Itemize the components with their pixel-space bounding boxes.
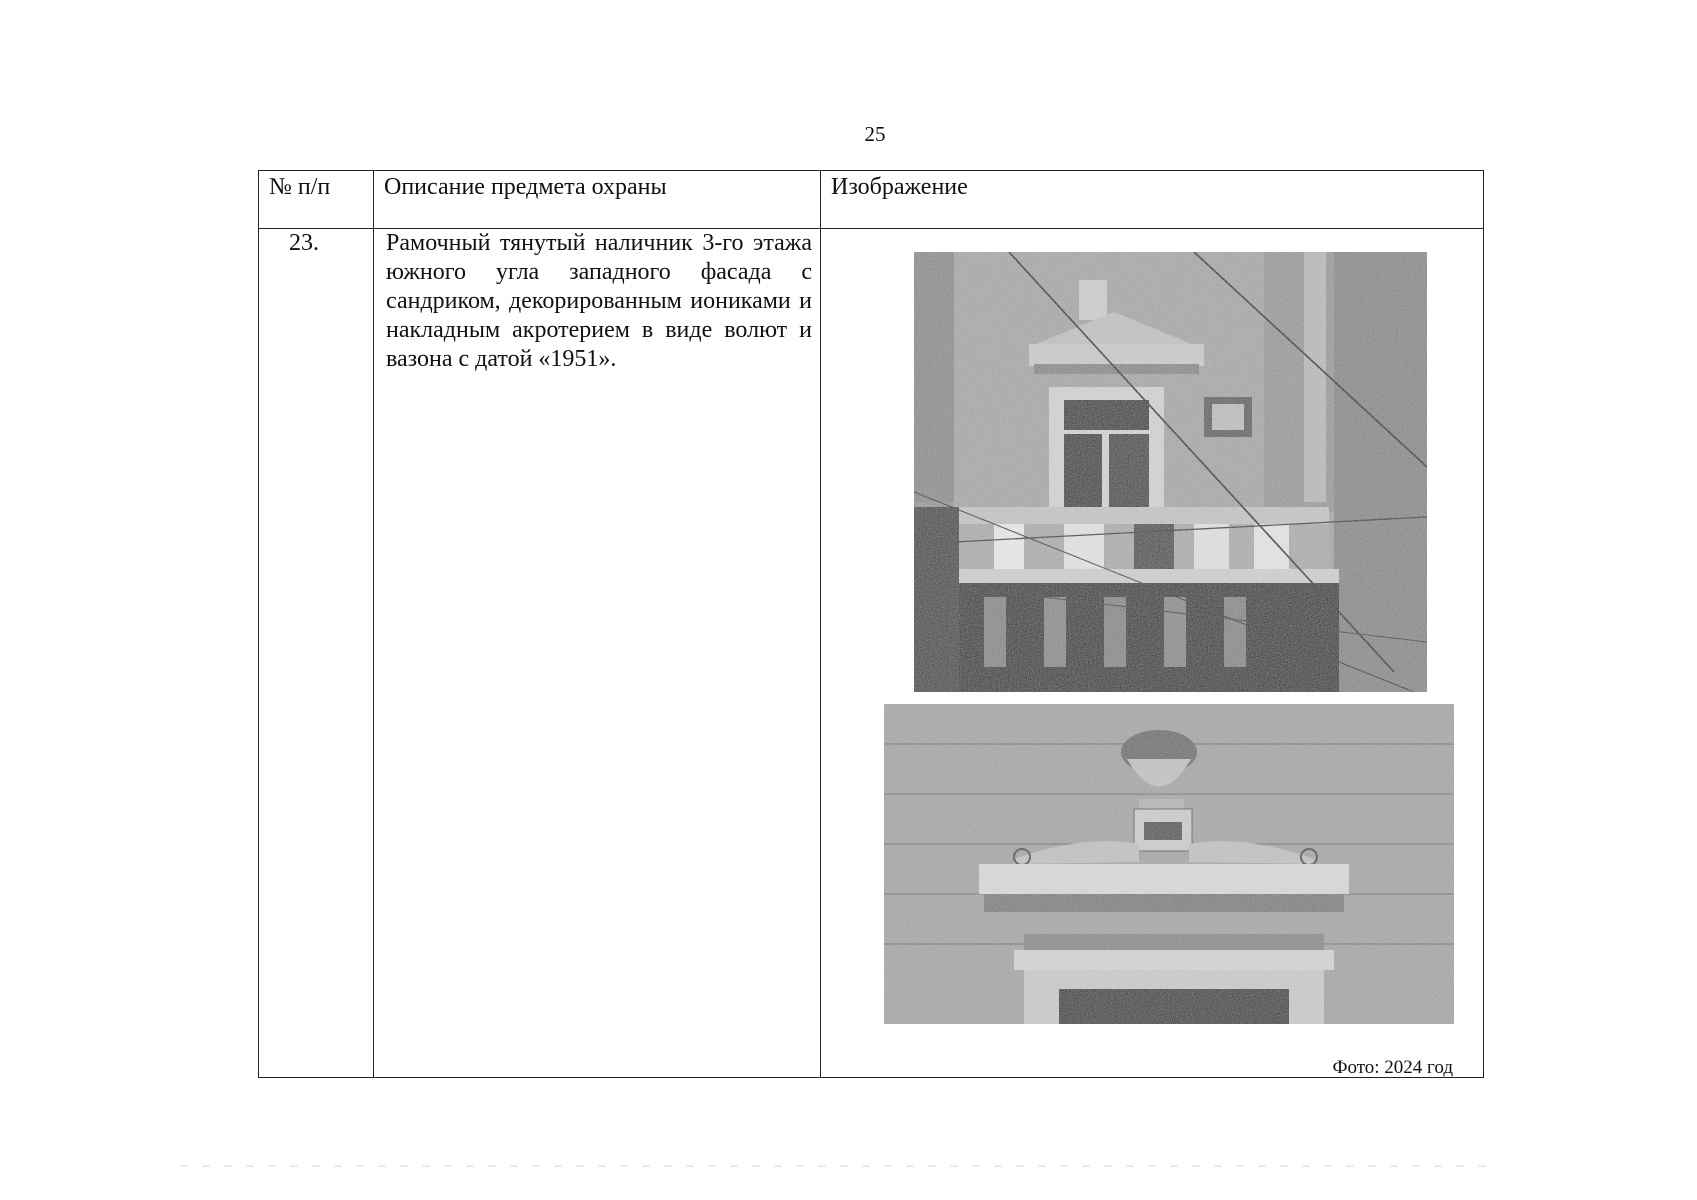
acroterion-photo bbox=[884, 704, 1454, 1024]
header-description: Описание предмета охраны bbox=[374, 171, 821, 229]
page-number: 25 bbox=[864, 122, 886, 146]
photo-caption: Фото: 2024 год bbox=[1332, 1057, 1453, 1078]
facade-photo bbox=[914, 252, 1427, 692]
header-number: № п/п bbox=[259, 171, 374, 229]
header-image: Изображение bbox=[821, 171, 1484, 229]
table-row bbox=[259, 229, 1484, 1078]
scan-artifact bbox=[180, 1165, 1500, 1167]
row-description: Рамочный тянутый наличник 3-го этажа южного угла западного фасада с сандриком, декорированным иониками и накладным акротерием в виде волют и вазона с датой «1951». bbox=[386, 230, 812, 372]
row-description-cell bbox=[374, 229, 821, 1078]
row-image-cell bbox=[821, 229, 1484, 1078]
protection-subject-table bbox=[258, 170, 1484, 1078]
row-number: 23. bbox=[259, 229, 374, 1078]
table-header-row bbox=[259, 171, 1484, 229]
